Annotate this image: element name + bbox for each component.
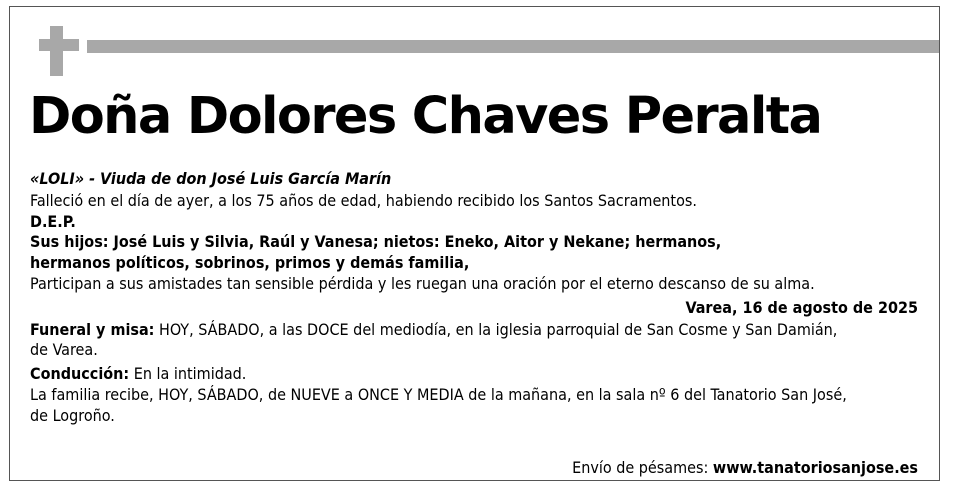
notice-body (30, 169, 918, 427)
funeral-text: HOY, SÁBADO, a las DOCE del mediodía, en la iglesia parroquial de San Cosme y San Damián, (154, 319, 838, 339)
conduccion-text: En la intimidad. (129, 364, 247, 384)
reception-line-2: de Logroño. (30, 405, 115, 425)
funeral-label: Funeral y misa: (30, 319, 155, 339)
deceased-name: Doña Dolores Chaves Peralta (29, 87, 822, 146)
conduccion-line (30, 364, 918, 385)
family-line-2: hermanos políticos, sobrinos, primos y demás familia, (30, 253, 470, 273)
funeral-line (30, 320, 918, 341)
dep-line: D.E.P. (30, 211, 76, 231)
header-divider (87, 40, 939, 53)
request-line: Participan a sus amistades tan sensible pérdida y les ruegan una oración por el eterno descanso de su alma. (30, 273, 815, 293)
alias-line: «LOLI» - Viuda de don José Luis García Marín (30, 169, 392, 188)
death-line: Falleció en el día de ayer, a los 75 años de edad, habiendo recibido los Santos Sacramentos. (30, 190, 697, 210)
conduccion-label: Conducción: (30, 364, 130, 384)
condolence-link[interactable]: www.tanatoriosanjose.es (712, 458, 918, 477)
funeral-line-2: de Varea. (30, 340, 98, 360)
place-date: Varea, 16 de agosto de 2025 (685, 297, 918, 317)
family-line-1: Sus hijos: José Luis y Silvia, Raúl y Vanesa; nietos: Eneko, Aitor y Nekane; hermanos, (30, 232, 722, 252)
cross-icon-bar (39, 39, 79, 51)
reception-line-1: La familia recibe, HOY, SÁBADO, de NUEVE a ONCE Y MEDIA de la mañana, en la sala nº 6 del Tanatorio San José, (30, 384, 847, 404)
footer-label: Envío de pésames: (572, 458, 713, 477)
condolence-footer (572, 458, 918, 478)
cross-icon (50, 26, 63, 76)
